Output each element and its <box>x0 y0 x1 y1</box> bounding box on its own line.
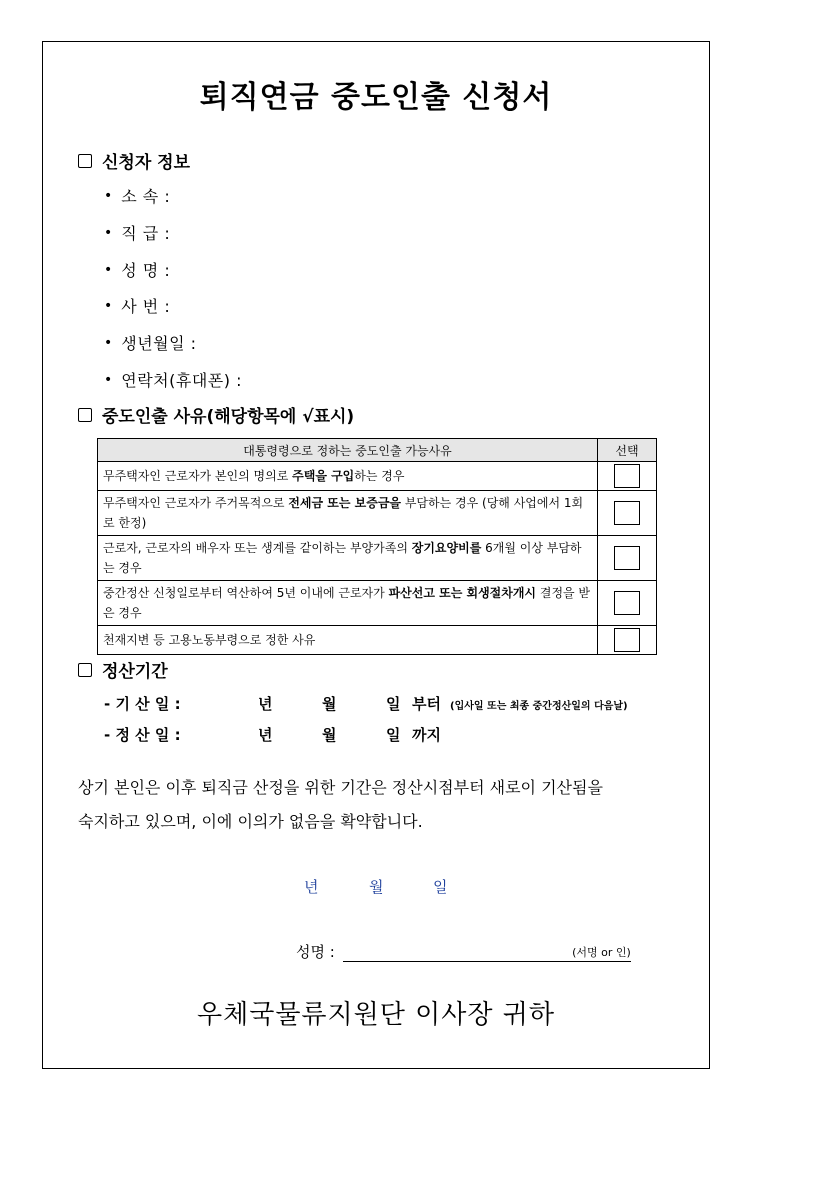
reason-text: 부담하는 경우 (당해 사업에서 1회로 한정) <box>103 496 584 530</box>
period-start-label: - 기 산 일 : <box>104 695 181 713</box>
reason-text: 6개월 이상 부담하는 경우 <box>103 541 582 575</box>
section-period-label: 정산기간 <box>102 662 168 682</box>
table-row <box>98 536 657 581</box>
reason-text: 근로자, 근로자의 배우자 또는 생계를 같이하는 부양가족의 <box>103 541 412 555</box>
field-label: 직 급 : <box>121 224 171 243</box>
select-checkbox[interactable] <box>614 501 640 525</box>
period-start-month: 월 <box>322 695 337 713</box>
field-department <box>104 184 170 207</box>
reason-cell <box>98 536 598 581</box>
reason-text: 천재지변 등 고용노동부령으로 정한 사유 <box>103 633 316 647</box>
field-position <box>104 221 170 244</box>
select-header: 선택 <box>598 439 657 462</box>
field-phone <box>104 368 242 391</box>
reason-cell <box>98 626 598 655</box>
signature-stamp-note: (서명 or 인) <box>572 946 631 959</box>
field-label: 성 명 : <box>121 261 171 280</box>
notice-line-1: 상기 본인은 이후 퇴직금 산정을 위한 기간은 정산시점부터 새로이 기산됨을 <box>78 778 603 797</box>
reason-bold-text: 주택을 구입 <box>292 469 355 483</box>
field-birthdate <box>104 331 197 354</box>
period-start-note: (입사일 또는 최종 중간정산일의 다음날) <box>450 701 628 712</box>
period-start-year: 년 <box>258 695 273 713</box>
reason-bold-text: 장기요양비를 <box>411 541 482 555</box>
select-checkbox[interactable] <box>614 546 640 570</box>
field-label: 소 속 : <box>121 187 171 206</box>
field-label: 연락처(휴대폰) : <box>121 371 242 390</box>
select-cell <box>598 581 657 626</box>
reason-header: 대통령령으로 정하는 중도인출 가능사유 <box>98 439 598 462</box>
table-row <box>98 581 657 626</box>
select-checkbox[interactable] <box>614 628 640 652</box>
notice-paragraph <box>78 771 708 839</box>
section-applicant-label: 신청자 정보 <box>102 153 191 173</box>
reason-text: 중간정산 신청일로부터 역산하여 5년 이내에 근로자가 <box>103 586 389 600</box>
bullet-icon: • <box>104 224 113 241</box>
page-title: 퇴직연금 중도인출 신청서 <box>199 80 553 115</box>
table-row <box>98 462 657 491</box>
date-month: 월 <box>369 878 384 896</box>
square-bullet-icon <box>78 154 92 168</box>
reason-bold-text: 파산선고 또는 회생절차개시 <box>388 586 537 600</box>
section-reason-label: 중도인출 사유(해당항목에 √표시) <box>102 407 355 427</box>
addressee: 우체국물류지원단 이사장 귀하 <box>196 1000 556 1030</box>
section-applicant-heading <box>78 148 190 173</box>
bullet-icon: • <box>104 297 113 314</box>
period-end-label: - 정 산 일 : <box>104 726 181 744</box>
select-checkbox[interactable] <box>614 464 640 488</box>
period-start-suffix: 부터 <box>412 695 441 713</box>
bullet-icon: • <box>104 187 113 204</box>
reason-bold-text: 전세금 또는 보증금을 <box>288 496 402 510</box>
square-bullet-icon <box>78 663 92 677</box>
table-row <box>98 626 657 655</box>
date-year: 년 <box>304 878 319 896</box>
field-employee-number <box>104 294 170 317</box>
reason-cell <box>98 462 598 491</box>
select-checkbox[interactable] <box>614 591 640 615</box>
signature-line[interactable] <box>343 943 631 962</box>
period-end-suffix: 까지 <box>412 726 441 744</box>
square-bullet-icon <box>78 408 92 422</box>
field-label: 생년월일 : <box>121 334 197 353</box>
section-reason-heading <box>78 402 354 427</box>
reason-cell <box>98 491 598 536</box>
select-cell <box>598 626 657 655</box>
period-end-month: 월 <box>322 726 337 744</box>
reason-cell <box>98 581 598 626</box>
reason-table <box>97 438 657 655</box>
field-label: 사 번 : <box>121 297 171 316</box>
signature-label: 성명 : <box>296 943 335 961</box>
bullet-icon: • <box>104 371 113 388</box>
period-start-day: 일 <box>386 695 401 713</box>
date-day: 일 <box>433 878 448 896</box>
reason-text: 무주택자인 근로자가 본인의 명의로 <box>103 469 293 483</box>
field-name <box>104 258 170 281</box>
select-cell <box>598 491 657 536</box>
select-cell <box>598 462 657 491</box>
bullet-icon: • <box>104 334 113 351</box>
signature-row <box>296 941 631 962</box>
bullet-icon: • <box>104 261 113 278</box>
reason-text: 하는 경우 <box>354 469 405 483</box>
period-end-year: 년 <box>258 726 273 744</box>
select-cell <box>598 536 657 581</box>
reason-text: 무주택자인 근로자가 주거목적으로 <box>103 496 289 510</box>
section-period-heading <box>78 657 168 682</box>
reason-text: 결정을 받은 경우 <box>103 586 591 620</box>
notice-line-2: 숙지하고 있으며, 이에 이의가 없음을 확약합니다. <box>78 812 423 831</box>
table-row <box>98 491 657 536</box>
period-end-day: 일 <box>386 726 401 744</box>
